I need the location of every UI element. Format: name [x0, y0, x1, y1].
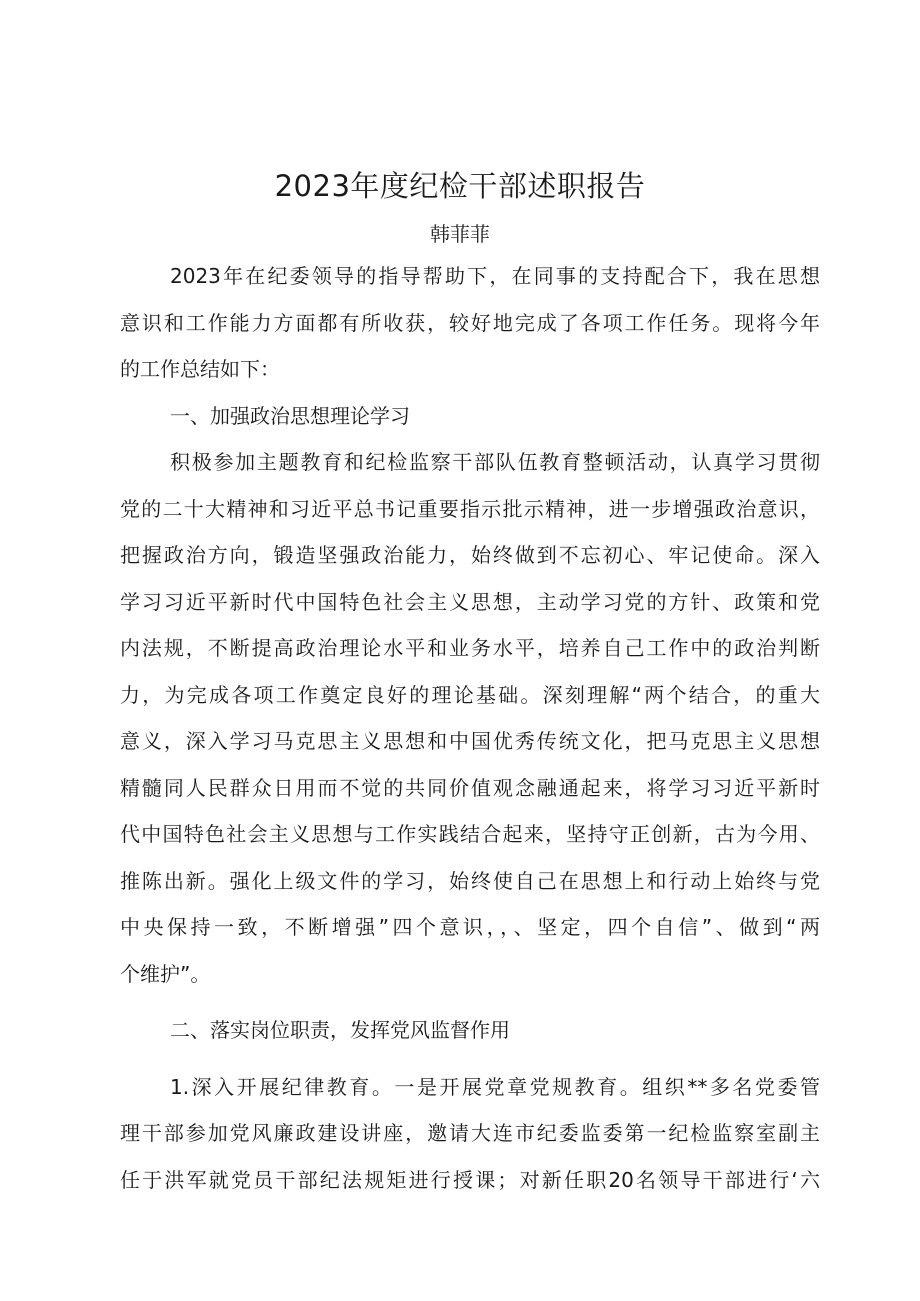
text-line: 精髓同人民群众日用而不觉的共同价值观念融通起来，将学习习近平新时 [120, 775, 820, 800]
text-line: 中央保持一致，不断增强”四个意识，，、坚定，四个自信”、做到“两 [120, 915, 820, 939]
text-line: 内法规，不断提高政治理论水平和业务水平，培养自己工作中的政治判断 [120, 636, 820, 660]
text-line: 个维护”。 [120, 961, 211, 986]
author-name: 韩菲菲 [430, 222, 490, 246]
text-line: 一、加强政治思想理论学习 [170, 403, 410, 428]
text-line: 意识和工作能力方面都有所收获，较好地完成了各项工作任务。现将今年 [120, 310, 820, 335]
paragraph-gap [120, 1054, 820, 1064]
document-title: 2023年度纪检干部述职报告 [274, 169, 646, 203]
text-line: 的工作总结如下： [120, 357, 280, 381]
paragraph-gap [120, 997, 820, 1007]
text-line: 积极参加主题教育和纪检监察干部队伍教育整顿活动，认真学习贯彻 [170, 450, 820, 474]
text-line: 党的二十大精神和习近平总书记重要指示批示精神，进一步增强政治意识， [120, 496, 820, 521]
text-line: 1.深入开展纪律教育。一是开展党章党规教育。组织**多名党委管 [170, 1074, 820, 1099]
text-line: 力，为完成各项工作奠定良好的理论基础。深刻理解“两个结合，的重大 [120, 682, 820, 707]
text-line: 学习习近平新时代中国特色社会主义思想，主动学习党的方针、政策和党 [120, 589, 820, 614]
text-line: 任于洪军就党员干部纪法规矩进行授课；对新任职20名领导干部进行‘六 [120, 1167, 820, 1192]
text-line: 推陈出新。强化上级文件的学习，始终使自己在思想上和行动上始终与党 [120, 868, 820, 893]
text-line: 意义，深入学习马克思主义思想和中国优秀传统文化，把马克思主义思想 [120, 729, 820, 753]
text-line: 理干部参加党风廉政建设讲座，邀请大连市纪委监委第一纪检监察室副主 [120, 1121, 820, 1145]
text-line: 二、落实岗位职责，发挥党风监督作用 [170, 1018, 510, 1042]
document-body [120, 253, 820, 1203]
text-line: 把握政治方向，锻造坚强政治能力，始终做到不忘初心、牢记使命。深入 [120, 543, 820, 567]
text-line: 代中国特色社会主义思想与工作实践结合起来，坚持守正创新，古为今用、 [120, 822, 820, 846]
text-line: 2023年在纪委领导的指导帮助下，在同事的支持配合下，我在思想 [170, 264, 820, 288]
